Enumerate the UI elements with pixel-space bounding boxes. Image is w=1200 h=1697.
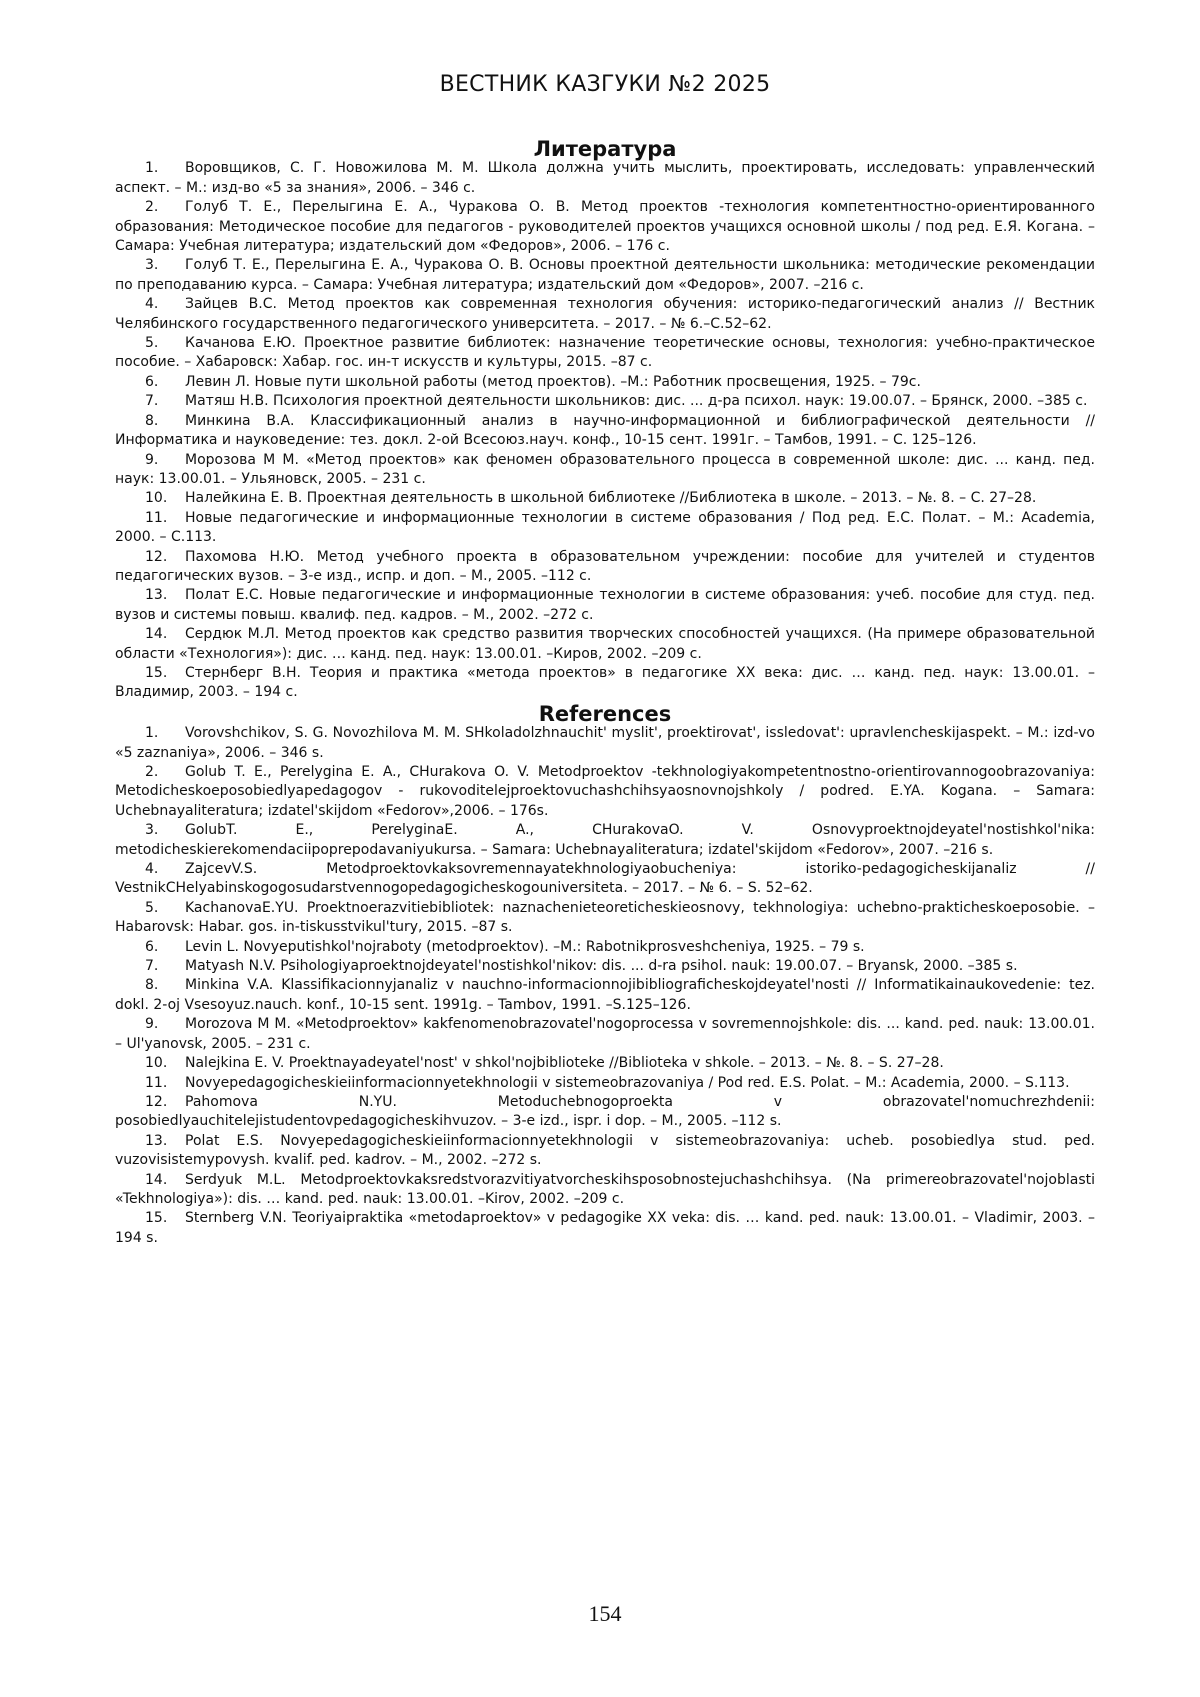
literature-item [115,586,1095,625]
references-list [115,724,1095,1248]
reference-text: Сердюк М.Л. Метод проектов как средство развития творческих способностей учащихся. (На примере образовательной области «Технология»): дис. … канд. пед. наук: 13.00.01. –Киров, 2002. –209 с. [115,626,1095,662]
references-item [115,724,1095,763]
reference-text: GolubT. E., PerelyginaE. A., CHurakovaO. V. Osnovyproektnojdeyatel'nostishkol'nika: metodicheskierekomendaciipoprepodavaniyukursa. – Samara: Uchebnayaliteratura; izdatel'skijdom «Fedorov», 2007. –216 s. [115,822,1095,858]
reference-number: 1. [145,160,159,177]
reference-number: 7. [145,958,159,975]
literature-item [115,548,1095,587]
references-item [115,1132,1095,1171]
literature-heading: Литература [533,137,677,161]
reference-number: 14. [145,1171,168,1188]
literature-item [115,509,1095,548]
reference-number: 12. [145,1093,168,1110]
references-item [115,957,1095,976]
bibliography-content [115,137,1095,1248]
reference-text: Golub T. E., Perelygina E. A., CHurakova O. V. Metodproektov -tekhnologiyakompetentnostno-orientirovannogoobrazovaniya: Metodicheskoeposobiedlyapedagogov - rukovoditelejproektovuchashchihsyaosnovnojshkoly / podred. E.YA. Kogana. – Samara: Uchebnayaliteratura; izdatel'skijdom «Fedorov»,2006. – 176s. [115,764,1095,819]
literature-item [115,159,1095,198]
reference-number: 5. [145,335,159,352]
references-item [115,1171,1095,1210]
reference-text: Качанова Е.Ю. Проектное развитие библиотек: назначение теоретические основы, технология: учебно-практическое пособие. – Хабаровск: Хабар. гос. ин-т искусств и культуры, 2015. –87 с. [115,335,1095,371]
page-number: 154 [588,1601,622,1626]
literature-item [115,334,1095,373]
literature-list [115,159,1095,702]
reference-text: Голуб Т. Е., Перелыгина Е. А., Чуракова О. В. Основы проектной деятельности школьника: методические рекомендации по преподаванию курса. – Самара: Учебная литература; издательский дом «Федоров», 2007. –216 с. [115,257,1095,293]
reference-number: 11. [145,1074,168,1091]
literature-item [115,489,1095,508]
references-item [115,1054,1095,1073]
references-item [115,821,1095,860]
reference-number: 6. [145,938,159,955]
reference-text: Matyash N.V. Psihologiyaproektnojdeyatel'nostishkol'nikov: dis. ... d-ra psihol. nauk: 19.00.07. – Bryansk, 2000. –385 s. [185,958,1018,975]
reference-number: 9. [145,1016,159,1033]
literature-item [115,295,1095,334]
reference-text: ZajcevV.S. Metodproektovkaksovremennayatekhnologiyaobucheniya: istoriko-pedagogicheskijanaliz // VestnikCHelyabinskogogosudarstvennogopedagogicheskogouniversiteta. – 2017. – № 6. – S. 52–62. [115,861,1095,897]
reference-number: 6. [145,373,159,390]
reference-number: 13. [145,587,168,604]
reference-text: Воровщиков, С. Г. Новожилова М. М. Школа должна учить мыслить, проектировать, исследовать: управленческий аспект. – М.: изд-во «5 за знания», 2006. – 346 с. [115,160,1095,196]
literature-item [115,664,1095,703]
references-item [115,899,1095,938]
literature-item [115,451,1095,490]
reference-text: Nalejkina E. V. Proektnayadeyatel'nost' v shkol'nojbiblioteke //Biblioteka v shkole. – 2013. – №. 8. – S. 27–28. [185,1055,944,1072]
reference-text: KachanovaE.YU. Proektnoerazvitiebibliotek: naznachenieteoreticheskieosnovy, tekhnologiya: uchebno-prakticheskoeposobie. – Habarovsk: Habar. gos. in-tiskusstvikul'tury, 2015. –87 s. [115,899,1095,936]
reference-number: 9. [145,451,159,468]
reference-text: Morozova M M. «Metodproektov» kakfenomenobrazovatel'nogoprocessa v sovremennojshkole: dis. ... kand. ped. nauk: 13.00.01. – Ul'yanovsk, 2005. – 231 c. [115,1016,1095,1052]
reference-text: Sternberg V.N. Teoriyaipraktika «metodaproektov» v pedagogike XX veka: dis. … kand. ped. nauk: 13.00.01. – Vladimir, 2003. – 194 s. [115,1210,1095,1246]
reference-number: 4. [145,861,159,878]
literature-item [115,392,1095,411]
references-item [115,1015,1095,1054]
reference-text: Новые педагогические и информационные технологии в системе образования / Под ред. Е.С. Полат. – М.: Academia, 2000. – С.113. [115,509,1095,546]
reference-text: Pahomova N.YU. Metoduchebnogoproekta v obrazovatel'nomuchrezhdenii: posobiedlyauchitelejistudentovpedagogicheskihvuzov. – 3-e izd., ispr. i dop. – M., 2005. –112 s. [115,1093,1095,1130]
references-heading: References [538,701,672,726]
references-item [115,1093,1095,1132]
references-item [115,1209,1095,1248]
reference-text: Стернберг В.Н. Теория и практика «метода проектов» в педагогике ХХ века: дис. … канд. пед. наук: 13.00.01. – Владимир, 2003. – 194 с. [115,664,1095,701]
reference-number: 5. [145,899,159,916]
reference-text: Левин Л. Новые пути школьной работы (метод проектов). –М.: Работник просвещения, 1925. – 79с. [185,373,921,390]
literature-item [115,198,1095,256]
reference-number: 2. [145,764,159,780]
literature-item [115,373,1095,392]
reference-number: 13. [145,1132,168,1149]
reference-number: 2. [145,199,159,216]
reference-text: Пахомова Н.Ю. Метод учебного проекта в образовательном учреждении: пособие для учителей и студентов педагогических вузов. – 3-е изд., испр. и доп. – М., 2005. –112 с. [115,548,1095,584]
reference-number: 3. [145,822,159,839]
reference-text: Polat E.S. Novyepedagogicheskieiinformacionnyetekhnologii v sistemeobrazovaniya: ucheb. posobiedlya stud. ped. vuzovisistemypovysh. kvalif. ped. kadrov. – M., 2002. –272 s. [115,1132,1095,1169]
reference-text: Зайцев В.С. Метод проектов как современная технология обучения: историко-педагогический анализ // Вестник Челябинского государственного педагогического университета. – 2017. – № 6.–С.52–62. [115,296,1095,332]
reference-number: 12. [145,548,168,565]
journal-header: ВЕСТНИК КАЗГУКИ №2 2025 [439,72,771,97]
reference-number: 10. [145,490,168,507]
reference-text: Матяш Н.В. Психология проектной деятельности школьников: дис. ... д-ра психол. наук: 19.00.07. – Брянск, 2000. –385 с. [185,393,1088,410]
reference-text: Levin L. Novyeputishkol'nojraboty (metodproektov). –M.: Rabotnikprosveshcheniya, 1925. – 79 s. [185,938,865,955]
references-item [115,938,1095,957]
reference-number: 10. [145,1055,168,1072]
reference-text: Голуб Т. Е., Перелыгина Е. А., Чуракова О. В. Метод проектов -технология компетентностно-ориентированного образования: Методическое пособие для педагогов - руководителей проектов учащихся основной школы / под ред. Е.Я. Когана. – Самара: Учебная литература; издательский дом «Федоров», 2006. – 176 с. [115,199,1095,255]
reference-number: 8. [145,412,159,429]
reference-number: 4. [145,296,159,313]
references-item [115,763,1095,821]
reference-text: Novyepedagogicheskieiinformacionnyetekhnologii v sistemeobrazovaniya / Pod red. E.S. Polat. – M.: Academia, 2000. – S.113. [185,1074,1070,1091]
references-item [115,1074,1095,1093]
reference-text: Налейкина Е. В. Проектная деятельность в школьной библиотеке //Библиотека в школе. – 2013. – №. 8. – С. 27–28. [185,490,1037,507]
reference-text: Minkina V.A. Klassifikacionnyjanaliz v nauchno-informacionnojibibliograficheskojdeyatel'nosti // Informatikainaukovedenie: tez. dokl. 2-oj Vsesoyuz.nauch. konf., 10-15 sent. 1991g. – Tambov, 1991. –S.125–126. [115,977,1095,1013]
reference-text: Serdyuk M.L. Metodproektovkaksredstvorazvitiyatvorcheskihsposobnostejuchashchihsya. (Na primereobrazovatel'nojoblasti «Tekhnologiya»): dis. … kand. ped. nauk: 13.00.01. –Kirov, 2002. –209 c. [115,1171,1095,1207]
reference-text: Морозова М М. «Метод проектов» как феномен образовательного процесса в современной школе: дис. ... канд. пед. наук: 13.00.01. – Ульяновск, 2005. – 231 с. [115,451,1095,487]
literature-item [115,412,1095,451]
reference-text: Минкина В.А. Классификационный анализ в научно-информационной и библиографической деятельности // Информатика и науковедение: тез. докл. 2-ой Всесоюз.науч. конф., 10-15 сент. 1991г. – Тамбов, 1991. – С. 125–126. [115,412,1095,449]
reference-number: 8. [145,977,159,994]
reference-number: 3. [145,257,159,274]
reference-text: Полат Е.С. Новые педагогические и информационные технологии в системе образования: учеб. пособие для студ. пед. вузов и системы повыш. квалиф. пед. кадров. – М., 2002. –272 с. [115,587,1095,623]
reference-text: Vorovshchikov, S. G. Novozhilova M. M. SHkoladolzhnauchit' myslit', proektirovat', issledovat': upravlencheskijaspekt. – M.: izd-vo «5 zaznaniya», 2006. – 346 s. [115,725,1095,761]
literature-item [115,256,1095,295]
references-item [115,976,1095,1015]
reference-number: 15. [145,664,168,681]
reference-number: 11. [145,509,168,526]
reference-number: 1. [145,725,159,742]
reference-number: 15. [145,1210,168,1227]
reference-number: 7. [145,393,159,410]
references-item [115,860,1095,899]
literature-item [115,625,1095,664]
reference-number: 14. [145,626,168,643]
